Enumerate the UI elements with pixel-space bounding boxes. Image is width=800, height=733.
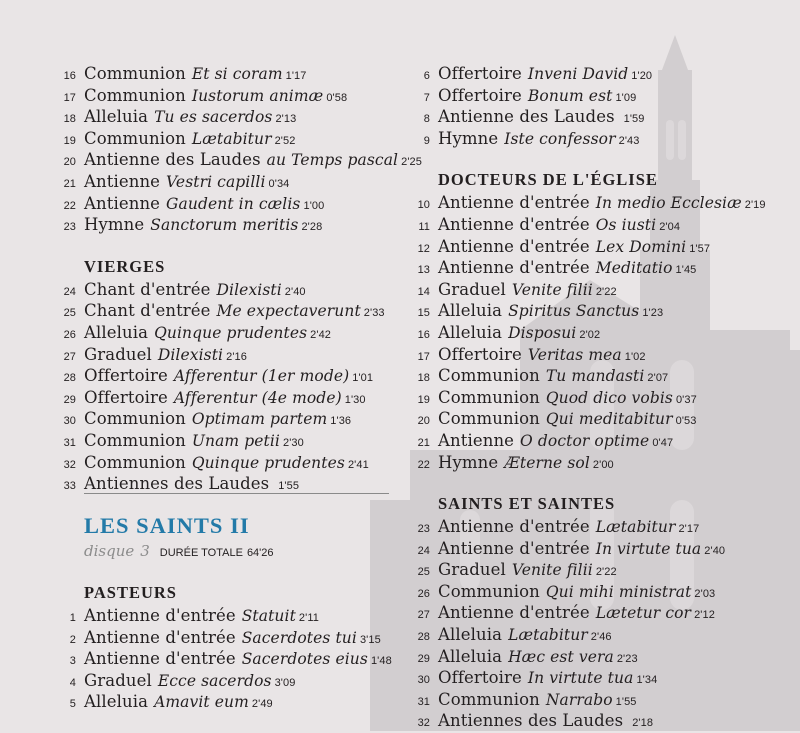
- track-number: 27: [63, 350, 76, 363]
- track-title: Æterne sol: [504, 453, 590, 472]
- track-number: 3: [69, 655, 76, 668]
- track-duration: 2'11: [298, 612, 319, 624]
- track-number: 16: [417, 328, 430, 341]
- track-number: 13: [417, 264, 430, 277]
- track-row: [410, 86, 790, 108]
- track-row: [410, 64, 790, 86]
- track-row: [410, 129, 790, 151]
- track-form: Antienne d'entrée: [438, 517, 590, 537]
- track-row: [410, 366, 790, 388]
- track-row: [56, 172, 396, 194]
- track-duration: 2'22: [595, 566, 617, 579]
- track-form: Antienne d'entrée: [84, 627, 236, 647]
- track-duration: 2'40: [284, 285, 306, 298]
- track-row: [56, 692, 396, 714]
- track-row: [410, 560, 790, 582]
- track-title: O doctor optime: [520, 431, 650, 450]
- track-title: Bonum est: [527, 86, 613, 105]
- track-row: [56, 671, 396, 693]
- track-list-disc2-end: [56, 64, 422, 237]
- track-row: [56, 453, 396, 475]
- track-number: 9: [423, 134, 430, 147]
- track-duration: 1'59: [623, 113, 645, 126]
- left-column-lower: [56, 580, 396, 714]
- track-duration: 2'04: [659, 220, 681, 233]
- track-row: [410, 690, 790, 712]
- track-form: Antiennes des Laudes: [438, 711, 624, 731]
- track-form: Chant d'entrée: [84, 301, 211, 321]
- track-form: Antienne d'entrée: [84, 649, 236, 669]
- track-title: Statuit: [241, 607, 296, 625]
- track-row: [56, 323, 396, 345]
- track-number: 12: [417, 242, 430, 255]
- track-number: 18: [63, 113, 76, 126]
- track-row: [56, 107, 396, 129]
- track-row: [56, 194, 396, 216]
- track-number: 32: [63, 458, 76, 471]
- track-title: Et si coram: [191, 65, 283, 83]
- track-duration: 2'02: [579, 328, 601, 341]
- track-number: 24: [63, 285, 76, 298]
- track-number: 18: [417, 372, 430, 385]
- track-duration: 2'16: [226, 350, 247, 363]
- track-row: [410, 582, 790, 604]
- track-form: Hymne: [438, 452, 499, 472]
- track-duration: 1'30: [344, 393, 366, 406]
- track-number: 17: [63, 91, 76, 104]
- track-row: [410, 647, 790, 669]
- track-title: Disposui: [508, 323, 577, 342]
- track-form: Alleluia: [84, 322, 149, 342]
- track-row: [410, 237, 790, 259]
- track-duration: 2'33: [363, 307, 385, 320]
- track-title: Iste confessor: [504, 129, 616, 148]
- track-title: Optimam partem: [191, 410, 328, 429]
- track-title: Quinque prudentes: [191, 453, 345, 472]
- track-form: Offertoire: [438, 668, 522, 688]
- track-duration: 1'23: [642, 307, 664, 320]
- track-title: Lex Domini: [595, 237, 687, 256]
- track-number: 7: [423, 91, 430, 104]
- track-duration: 3'09: [274, 676, 296, 689]
- track-duration: 2'43: [618, 134, 640, 147]
- track-form: Antienne d'entrée: [438, 236, 590, 256]
- track-duration: 1'45: [675, 264, 697, 277]
- track-title: Lætetur cor: [595, 604, 692, 623]
- track-form: Antienne d'entrée: [438, 538, 590, 558]
- track-row: [56, 150, 422, 172]
- track-list-pasteurs-cont: [410, 64, 790, 150]
- track-form: Graduel: [438, 279, 506, 299]
- track-form: Antienne d'entrée: [438, 214, 590, 234]
- track-form: Alleluia: [438, 322, 503, 342]
- section-heading-pasteurs: PASTEURS: [84, 583, 177, 602]
- track-form: Graduel: [84, 670, 152, 690]
- track-row: [410, 388, 790, 410]
- track-row: [410, 517, 790, 539]
- track-number: 26: [417, 587, 430, 600]
- track-duration: 2'23: [616, 652, 638, 665]
- track-number: 4: [69, 676, 76, 689]
- track-row: [410, 603, 790, 625]
- track-duration: 2'07: [647, 372, 669, 385]
- track-duration: 0'53: [675, 415, 697, 428]
- track-form: Communion: [438, 409, 540, 429]
- track-row: [410, 345, 790, 367]
- track-form: Chant d'entrée: [84, 279, 211, 299]
- track-duration: 0'47: [652, 436, 674, 449]
- track-number: 8: [423, 113, 430, 126]
- track-form: Communion: [438, 366, 540, 386]
- track-title: Qui mihi ministrat: [545, 582, 692, 601]
- track-number: 19: [63, 134, 76, 147]
- track-title: Ecce sacerdos: [157, 671, 272, 690]
- track-number: 16: [63, 70, 76, 82]
- track-row: [410, 711, 790, 733]
- track-duration: 2'40: [704, 544, 726, 557]
- track-duration: 1'55: [278, 480, 300, 493]
- left-column: [56, 64, 422, 496]
- track-number: 17: [417, 350, 430, 363]
- divider: [84, 493, 389, 494]
- track-duration: 1'20: [631, 70, 653, 82]
- track-number: 29: [63, 393, 76, 406]
- track-form: Offertoire: [84, 366, 168, 386]
- track-form: Communion: [438, 689, 540, 709]
- track-duration: 2'42: [310, 328, 332, 341]
- track-title: Iustorum animæ: [191, 86, 324, 105]
- track-form: Alleluia: [84, 692, 149, 712]
- track-form: Alleluia: [438, 646, 503, 666]
- track-title: Afferentur (4e mode): [173, 388, 342, 407]
- track-row: [56, 628, 396, 650]
- track-title: Quinque prudentes: [154, 323, 308, 342]
- track-row: [410, 668, 790, 690]
- track-duration: 2'41: [347, 458, 369, 471]
- track-title: Gaudent in cælis: [166, 194, 301, 213]
- track-title: In virtute tua: [595, 539, 702, 558]
- track-duration: 2'28: [301, 221, 323, 234]
- track-duration: 1'48: [370, 655, 392, 668]
- track-duration: 1'36: [330, 415, 352, 428]
- track-row: [410, 409, 790, 431]
- track-title: Amavit eum: [154, 693, 249, 712]
- track-row: [410, 215, 790, 237]
- track-row: [56, 649, 396, 671]
- track-form: Communion: [84, 85, 186, 105]
- track-row: [410, 539, 790, 561]
- track-form: Hymne: [84, 215, 145, 235]
- track-list-vierges: [56, 280, 396, 496]
- track-duration: 1'34: [636, 674, 658, 687]
- track-form: Antienne d'entrée: [438, 603, 590, 623]
- track-duration: 2'52: [274, 134, 296, 147]
- track-form: Antienne des Laudes: [438, 107, 615, 127]
- track-number: 28: [63, 372, 76, 385]
- track-form: Antienne: [84, 171, 161, 191]
- track-title: In medio Ecclesiæ: [595, 194, 742, 213]
- track-number: 29: [417, 652, 430, 665]
- track-duration: 2'49: [251, 698, 273, 711]
- track-duration: 2'18: [632, 717, 654, 730]
- section-heading-saints: SAINTS ET SAINTES: [438, 494, 616, 514]
- track-number: 5: [69, 698, 76, 711]
- track-form: Offertoire: [438, 64, 522, 83]
- total-duration: 64'26: [246, 547, 274, 559]
- track-duration: 2'46: [590, 631, 612, 644]
- track-title: Tu mandasti: [545, 367, 645, 386]
- track-title: Hæc est vera: [508, 647, 614, 666]
- track-form: Communion: [84, 452, 186, 472]
- track-form: Offertoire: [438, 85, 522, 105]
- track-row: [410, 107, 790, 129]
- track-form: Antienne d'entrée: [438, 193, 590, 213]
- track-title: Lætabitur: [595, 518, 676, 537]
- track-duration: 1'09: [615, 91, 637, 104]
- track-number: 22: [417, 458, 430, 471]
- track-row: [410, 301, 790, 323]
- track-form: Alleluia: [438, 301, 503, 321]
- track-duration: 2'03: [694, 587, 716, 600]
- track-duration: 1'17: [285, 70, 307, 82]
- track-duration: 2'22: [595, 285, 617, 298]
- disc-label: disque: [84, 542, 135, 560]
- track-form: Graduel: [438, 560, 506, 580]
- track-duration: 1'00: [303, 199, 325, 212]
- track-number: 31: [63, 436, 76, 449]
- track-title: Venite filii: [511, 280, 593, 299]
- track-form: Antienne des Laudes: [84, 150, 261, 170]
- track-number: 20: [63, 156, 76, 169]
- track-form: Graduel: [84, 344, 152, 364]
- track-number: 22: [63, 199, 76, 212]
- disc-number: 3: [140, 542, 150, 560]
- track-row: [56, 215, 396, 237]
- track-row: [56, 409, 396, 431]
- track-title: Lætabitur: [508, 626, 588, 645]
- track-title: Spiritus Sanctus: [508, 302, 640, 321]
- track-form: Communion: [84, 128, 186, 148]
- track-number: 21: [417, 436, 430, 449]
- track-row: [410, 258, 790, 280]
- track-row: [56, 301, 396, 323]
- track-number: 27: [417, 609, 430, 622]
- track-title: Afferentur (1er mode): [173, 367, 350, 386]
- track-number: 26: [63, 328, 76, 341]
- track-number: 28: [417, 631, 430, 644]
- track-duration: 2'30: [283, 436, 304, 449]
- track-title: Qui meditabitur: [545, 410, 673, 429]
- track-list-pasteurs: [56, 606, 396, 714]
- track-title: Sanctorum meritis: [150, 216, 299, 235]
- right-column: [410, 64, 790, 733]
- track-duration: 0'58: [326, 91, 348, 104]
- track-form: Communion: [84, 64, 186, 83]
- track-row: [56, 86, 396, 108]
- disc-header: [84, 513, 394, 560]
- track-form: Communion: [438, 387, 540, 407]
- track-number: 6: [423, 70, 430, 82]
- track-number: 25: [63, 307, 76, 320]
- track-row: [410, 193, 790, 215]
- track-title: Unam petii: [191, 431, 280, 450]
- track-number: 20: [417, 415, 430, 428]
- track-title: Inveni David: [527, 65, 629, 83]
- track-number: 24: [417, 544, 430, 557]
- track-row: [410, 453, 790, 475]
- total-duration-label: DURÉE TOTALE: [159, 547, 243, 559]
- track-number: 15: [417, 307, 430, 320]
- track-duration: 2'25: [401, 156, 422, 169]
- track-duration: 0'37: [675, 393, 697, 406]
- track-number: 2: [69, 633, 76, 646]
- track-form: Antiennes des Laudes: [84, 474, 270, 494]
- track-title: Narrabo: [545, 690, 613, 709]
- track-number: 30: [417, 674, 430, 687]
- track-title: au Temps pascal: [266, 151, 399, 170]
- track-duration: 2'12: [694, 609, 715, 622]
- section-heading-docteurs: DOCTEURS DE L'ÉGLISE: [438, 170, 658, 190]
- track-form: Alleluia: [438, 625, 503, 645]
- track-number: 19: [417, 393, 430, 406]
- track-number: 23: [63, 221, 76, 234]
- track-duration: 2'19: [744, 199, 766, 212]
- track-number: 11: [418, 220, 430, 233]
- track-form: Antienne: [84, 193, 161, 213]
- track-number: 30: [63, 415, 76, 428]
- track-number: 31: [417, 695, 430, 708]
- track-list-saints: [410, 517, 790, 733]
- track-number: 21: [63, 177, 76, 190]
- track-form: Antienne: [438, 430, 515, 450]
- track-title: Sacerdotes eius: [241, 650, 368, 669]
- track-duration: 2'17: [678, 523, 700, 536]
- track-row: [410, 323, 790, 345]
- track-form: Antienne d'entrée: [84, 606, 236, 625]
- track-form: Offertoire: [84, 387, 168, 407]
- track-duration: 2'13: [275, 113, 297, 126]
- track-title: In virtute tua: [527, 669, 634, 688]
- track-title: Dilexisti: [157, 345, 224, 364]
- track-form: Communion: [84, 430, 186, 450]
- track-row: [56, 366, 396, 388]
- track-duration: 1'55: [615, 695, 637, 708]
- track-number: 33: [63, 480, 76, 493]
- track-duration: 0'34: [268, 177, 290, 190]
- track-duration: 2'00: [592, 458, 614, 471]
- track-title: Os iusti: [595, 215, 657, 234]
- track-duration: 3'15: [359, 633, 381, 646]
- disc-subtitle: [84, 542, 394, 560]
- track-title: Tu es sacerdos: [154, 108, 273, 127]
- track-title: Venite filii: [511, 561, 593, 580]
- track-list-docteurs: [410, 193, 790, 474]
- track-title: Lætabitur: [191, 129, 272, 148]
- track-form: Communion: [84, 409, 186, 429]
- track-row: [410, 280, 790, 302]
- section-heading-vierges: VIERGES: [84, 256, 166, 276]
- track-row: [56, 606, 396, 628]
- track-row: [410, 431, 790, 453]
- track-number: 23: [417, 523, 430, 536]
- track-title: Veritas mea: [527, 345, 622, 364]
- track-number: 32: [417, 717, 430, 730]
- track-row: [56, 388, 396, 410]
- track-form: Alleluia: [84, 107, 149, 127]
- track-duration: 1'57: [689, 242, 711, 255]
- track-duration: 1'02: [624, 350, 646, 363]
- track-row: [56, 345, 396, 367]
- track-form: Offertoire: [438, 344, 522, 364]
- track-form: Antienne d'entrée: [438, 258, 590, 278]
- track-row: [56, 280, 396, 302]
- track-row: [56, 431, 396, 453]
- track-row: [410, 625, 790, 647]
- track-title: Me expectaverunt: [216, 302, 361, 321]
- track-number: 1: [69, 612, 76, 624]
- track-form: Communion: [438, 581, 540, 601]
- track-duration: 1'01: [352, 372, 374, 385]
- track-row: [56, 129, 396, 151]
- track-title: Vestri capilli: [166, 172, 266, 191]
- track-row: [56, 64, 396, 86]
- track-number: 14: [417, 285, 430, 298]
- track-number: 10: [417, 199, 430, 212]
- track-number: 25: [417, 566, 430, 579]
- track-title: Dilexisti: [216, 280, 282, 299]
- track-form: Hymne: [438, 128, 499, 148]
- disc-title: LES SAINTS II: [84, 513, 250, 538]
- track-title: Quod dico vobis: [545, 388, 673, 407]
- track-title: Meditatio: [595, 259, 673, 278]
- track-title: Sacerdotes tui: [241, 628, 357, 647]
